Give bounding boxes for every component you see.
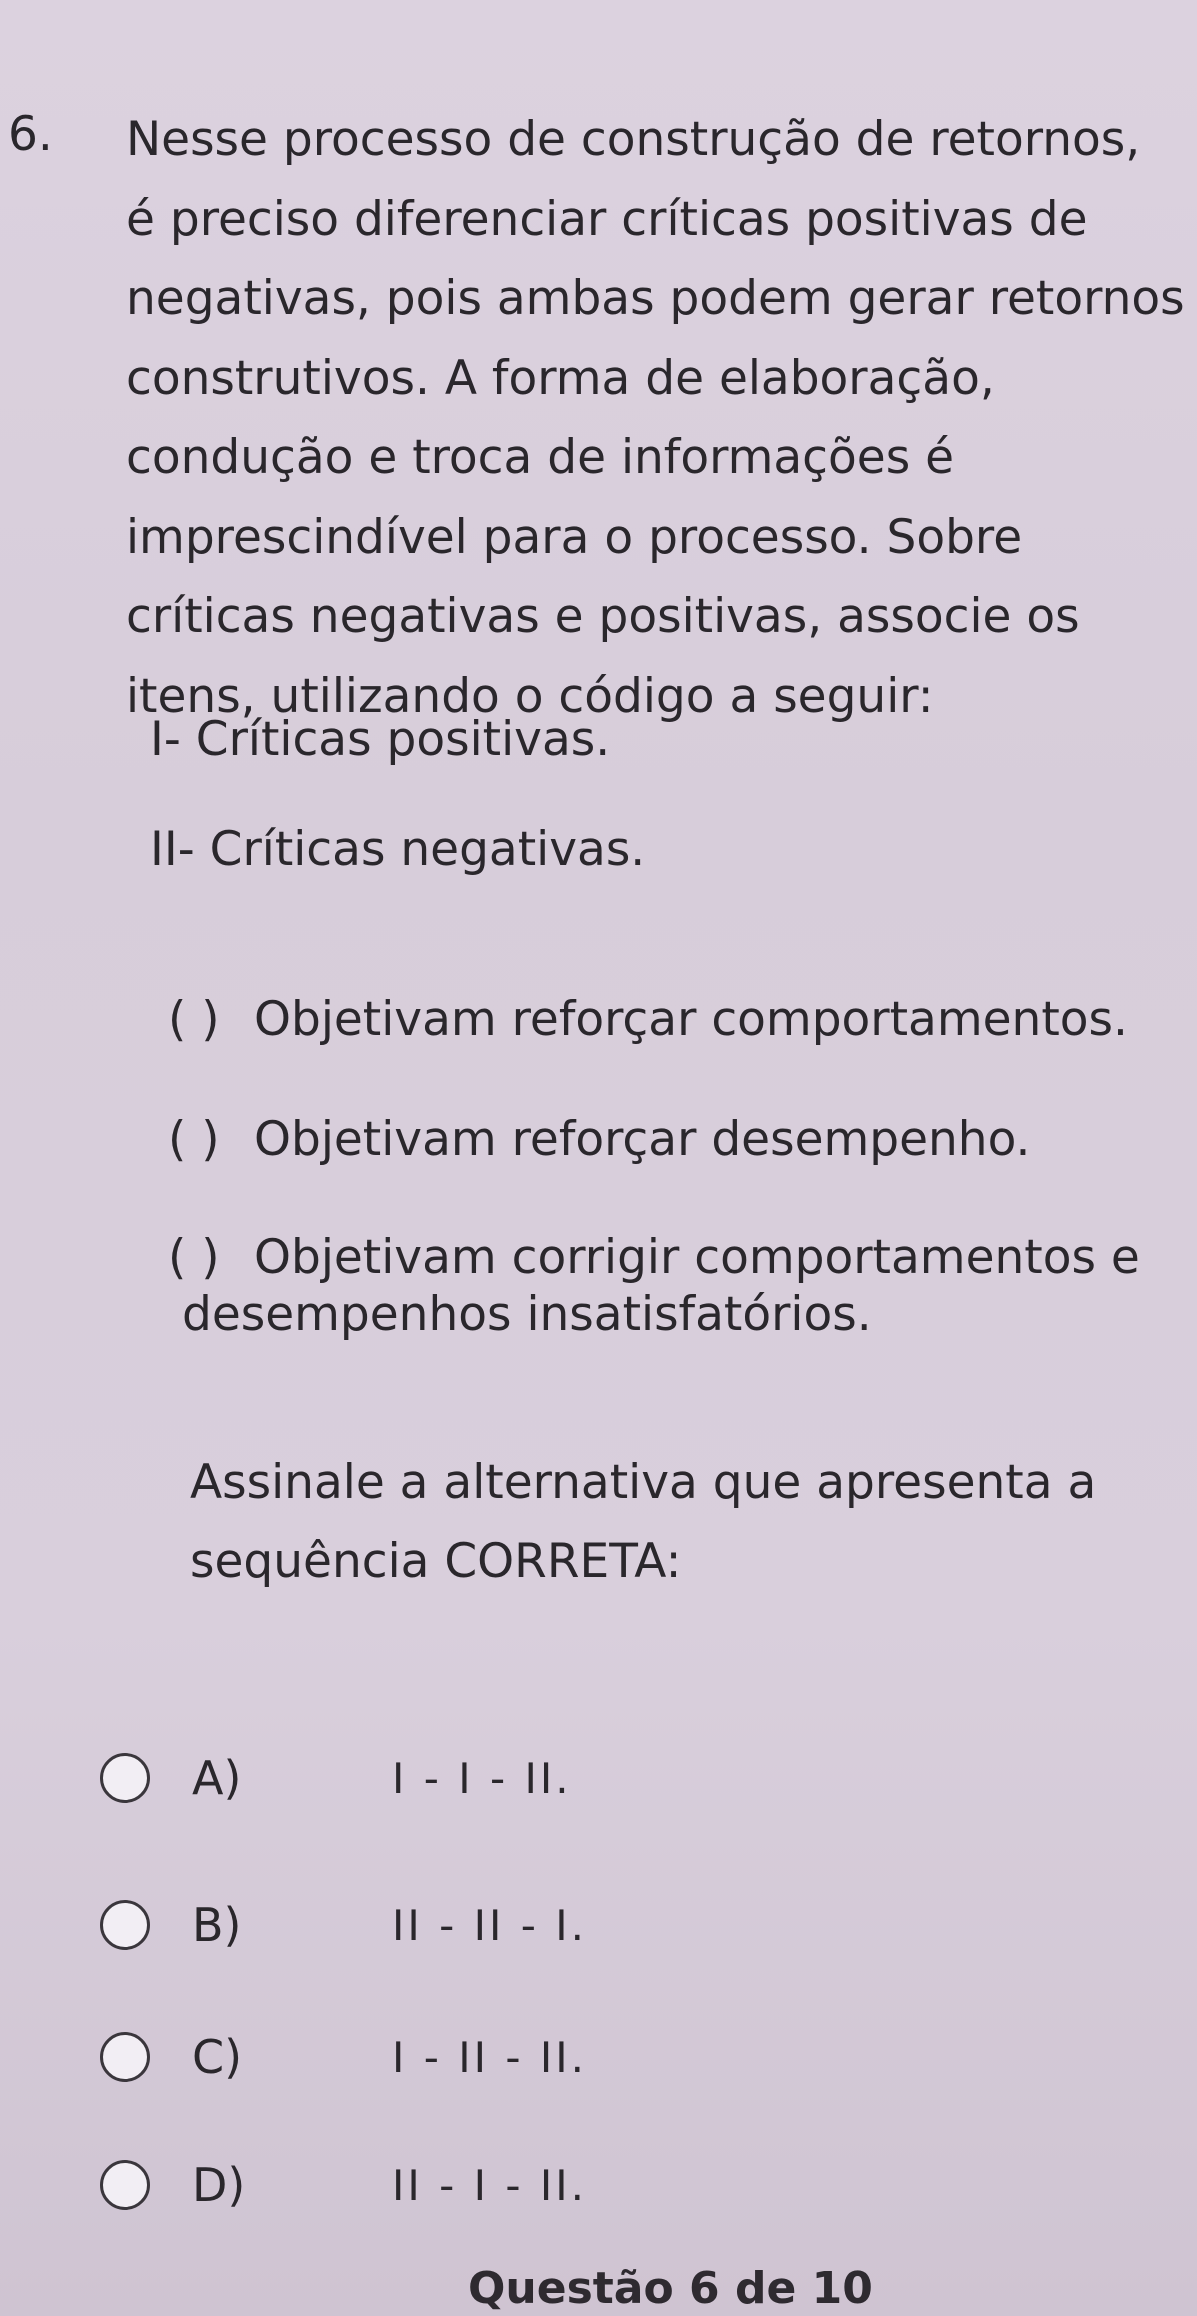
association-item-3 xyxy=(168,1228,1140,1288)
instruction-line: sequência CORRETA: xyxy=(190,1534,682,1589)
answer-blank: ( ) xyxy=(168,1112,220,1167)
radio-button[interactable] xyxy=(100,2032,150,2082)
instruction xyxy=(190,1443,1096,1601)
stem-line: construtivos. A forma de elaboração, xyxy=(126,350,995,406)
option-letter: D) xyxy=(192,2158,246,2212)
association-item-1 xyxy=(168,990,1128,1050)
option-value: II - II - I. xyxy=(392,1900,587,1950)
option-value: I - I - II. xyxy=(392,1753,572,1803)
stem-line: Nesse processo de construção de retornos, xyxy=(126,112,1141,167)
option-letter: B) xyxy=(192,1898,242,1952)
association-item-3-continued: desempenhos insatisfatórios. xyxy=(182,1287,872,1342)
stem-line: é preciso diferenciar críticas positivas de xyxy=(126,191,1088,247)
option-letter: A) xyxy=(192,1751,242,1805)
option-value: II - I - II. xyxy=(392,2160,587,2210)
question-stem xyxy=(126,100,1185,736)
stem-line: imprescindível para o processo. Sobre xyxy=(126,509,1023,565)
option-b[interactable] xyxy=(100,1890,587,1960)
option-a[interactable] xyxy=(100,1743,572,1813)
answer-blank: ( ) xyxy=(168,1230,220,1285)
question-counter: Questão 6 de 10 xyxy=(468,2263,873,2314)
association-text: Objetivam reforçar desempenho. xyxy=(254,1112,1031,1167)
option-value: I - II - II. xyxy=(392,2032,587,2082)
association-text: Objetivam corrigir comportamentos e xyxy=(254,1230,1140,1285)
stem-line: negativas, pois ambas podem gerar retornos xyxy=(126,271,1185,326)
radio-button[interactable] xyxy=(100,1900,150,1950)
radio-button[interactable] xyxy=(100,1753,150,1803)
option-letter: C) xyxy=(192,2030,243,2084)
code-item-negative: II- Críticas negativas. xyxy=(150,822,646,877)
instruction-line: Assinale a alternativa que apresenta a xyxy=(190,1455,1097,1510)
stem-line: itens, utilizando o código a seguir: xyxy=(126,668,934,724)
code-item-positive: I- Críticas positivas. xyxy=(150,712,611,767)
radio-button[interactable] xyxy=(100,2160,150,2210)
stem-line: críticas negativas e positivas, associe os xyxy=(126,589,1080,644)
question-number: 6. xyxy=(8,107,53,162)
association-text: Objetivam reforçar comportamentos. xyxy=(254,992,1128,1047)
stem-line: condução e troca de informações é xyxy=(126,430,955,485)
option-d[interactable] xyxy=(100,2150,587,2220)
association-item-2 xyxy=(168,1110,1030,1170)
option-c[interactable] xyxy=(100,2022,587,2092)
answer-blank: ( ) xyxy=(168,992,220,1047)
